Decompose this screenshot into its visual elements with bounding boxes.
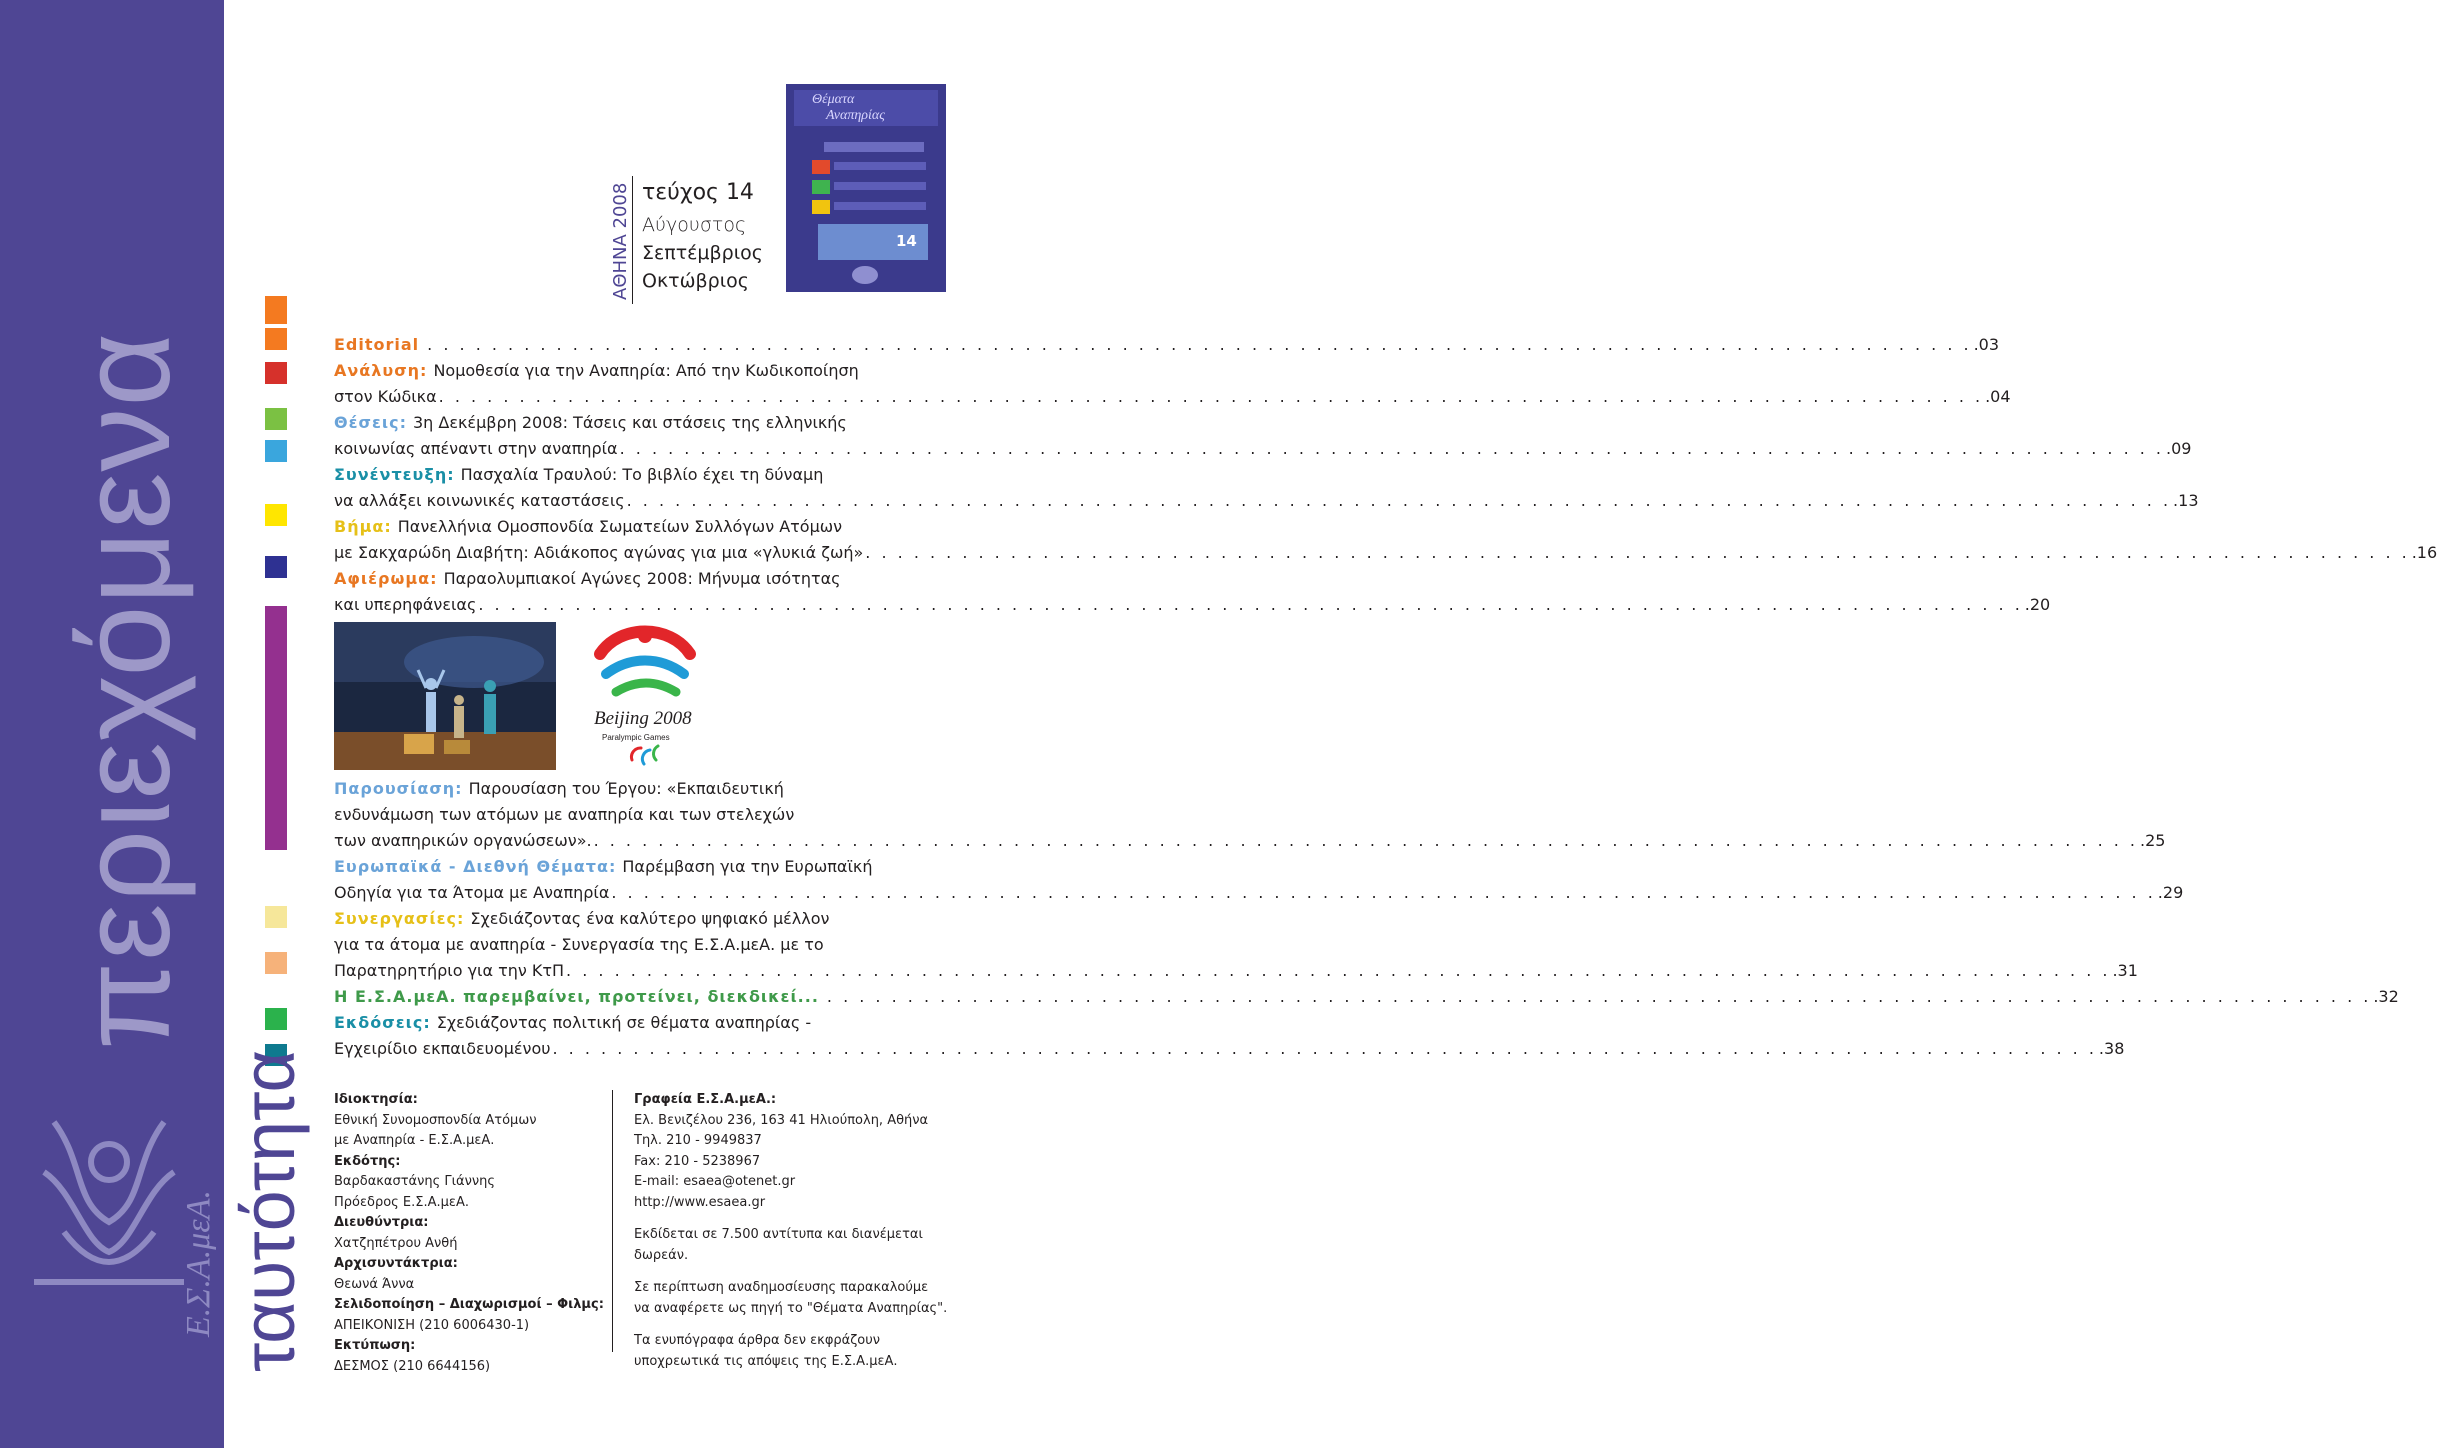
toc-row-presentation-3[interactable]: [334, 828, 2166, 854]
toc-page: .03: [1973, 335, 2000, 354]
toc-row-step-cont[interactable]: [334, 540, 2437, 566]
circulation-text: Εκδίδεται σε 7.500 αντίτυπα και διανέμεται: [634, 1227, 923, 1242]
toc-row-positions[interactable]: [334, 410, 946, 436]
esaea-seal-logo: [14, 1102, 217, 1402]
toc-square-green: [265, 408, 287, 430]
toc-text: Παρέμβαση για την Ευρωπαϊκή: [622, 857, 873, 876]
toc-row-coop[interactable]: [334, 906, 946, 932]
toc-square-green2: [265, 1008, 287, 1030]
toc-page: .16: [2411, 543, 2437, 562]
toc-keyword: Συνέντευξη:: [334, 465, 455, 484]
toc-keyword: Θέσεις:: [334, 413, 407, 432]
republication-text-2: να αναφέρετε ως πηγή το "Θέματα Αναπηρίας".: [634, 1300, 948, 1316]
toc-keyword: Εκδόσεις:: [334, 1013, 431, 1032]
office-phone: Τηλ. 210 - 9949837: [634, 1133, 762, 1148]
toc-text: Παρουσίαση του Έργου: «Εκπαιδευτική: [468, 779, 784, 798]
identity-label: Διευθύντρια:: [334, 1215, 429, 1230]
identity-value: Πρόεδρος Ε.Σ.Α.μεΑ.: [334, 1194, 469, 1210]
toc-square-cream: [265, 906, 287, 928]
office-email[interactable]: E-mail: esaea@otenet.gr: [634, 1174, 796, 1189]
toc-text: 3η Δεκέμβρη 2008: Τάσεις και στάσεις της ελληνικής: [413, 413, 847, 432]
toc-square-yellow: [265, 504, 287, 526]
toc-text: να αλλάξει κοινωνικές καταστάσεις: [334, 491, 625, 510]
toc-page: .09: [2166, 439, 2192, 458]
cover-title-1: Θέματα: [812, 92, 855, 107]
identity-value: Βαρδακαστάνης Γιάννης: [334, 1174, 495, 1189]
month-3: Οκτώβριος: [642, 270, 749, 292]
toc-page: .13: [2173, 491, 2199, 510]
toc-text: Σχεδιάζοντας ένα καλύτερο ψηφιακό μέλλον: [470, 909, 830, 928]
toc-row-presentation-2[interactable]: [334, 802, 946, 828]
republication-text: Σε περίπτωση αναδημοσίευσης παρακαλούμε: [634, 1280, 929, 1295]
office-website[interactable]: http://www.esaea.gr: [634, 1194, 766, 1210]
toc-bottom: [334, 776, 2399, 1062]
toc-row-coop-2[interactable]: [334, 932, 946, 958]
toc-keyword: Η Ε.Σ.Α.μεΑ. παρεμβαίνει, προτείνει, διεκδικεί...: [334, 987, 819, 1006]
header-divider: [632, 176, 633, 304]
identity-label: Σελιδοποίηση – Διαχωρισμοί – Φιλμς:: [334, 1297, 604, 1312]
toc-page: .38: [2098, 1039, 2125, 1058]
toc-text: Σχεδιάζοντας πολιτική σε θέματα αναπηρίας -: [436, 1013, 812, 1032]
cover-thumbnail: [786, 84, 946, 292]
identity-value: Χατζηπέτρου Ανθή: [334, 1235, 458, 1251]
toc-page: .29: [2157, 883, 2184, 902]
toc-row-publications-2[interactable]: [334, 1036, 2125, 1062]
toc-row-step[interactable]: [334, 514, 946, 540]
toc-keyword: Αφιέρωμα:: [334, 569, 438, 588]
toc-row-positions-cont[interactable]: [334, 436, 2192, 462]
toc-row-interview-cont[interactable]: [334, 488, 2199, 514]
circulation-text-2: δωρεάν.: [634, 1247, 689, 1263]
toc-text: Εγχειρίδιο εκπαιδευομένου: [334, 1039, 551, 1058]
contents-title: περιεχόμενα: [54, 331, 197, 1050]
toc-square-red: [265, 362, 287, 384]
issue-year-vertical: ΑΘΗΝΑ 2008: [610, 182, 631, 300]
toc-keyword: Ανάλυση:: [334, 361, 428, 380]
identity-value: Θεωνά Άννα: [334, 1276, 415, 1292]
disclaimer-text: Τα ενυπόγραφα άρθρα δεν εκφράζουν: [634, 1333, 881, 1348]
toc-keyword: Βήμα:: [334, 517, 392, 536]
identity-value: ΑΠΕΙΚΟΝΙΣΗ (210 6006430-1): [334, 1317, 530, 1333]
stripe-orange: [265, 296, 287, 324]
toc-top: [334, 332, 2437, 618]
toc-row-tribute[interactable]: [334, 566, 946, 592]
identity-label: Αρχισυντάκτρια:: [334, 1256, 458, 1271]
toc-row-analysis-cont[interactable]: [334, 384, 2011, 410]
identity-divider: [612, 1090, 613, 1352]
toc-square-blue: [265, 440, 287, 462]
identity-title: ταυτότητα: [227, 1049, 310, 1372]
toc-text: κοινωνίας απέναντι στην αναπηρία: [334, 439, 618, 458]
toc-row-presentation[interactable]: [334, 776, 946, 802]
toc-text: Πασχαλία Τραυλού: Το βιβλίο έχει τη δύναμη: [460, 465, 824, 484]
podium-photo: [334, 622, 556, 770]
toc-text: με Σακχαρώδη Διαβήτη: Αδιάκοπος αγώνας για μια «γλυκιά ζωή»: [334, 543, 864, 562]
toc-page: .20: [2024, 595, 2051, 614]
identity-label: Εκδότης:: [334, 1153, 401, 1169]
cover-issue-number: 14: [896, 232, 917, 250]
toc-row-coop-3[interactable]: [334, 958, 2138, 984]
identity-value: με Αναπηρία - Ε.Σ.Α.μεΑ.: [334, 1133, 495, 1148]
toc-text: για τα άτομα με αναπηρία - Συνεργασία της Ε.Σ.Α.μεΑ. με το: [334, 935, 824, 954]
toc-page: .04: [1985, 387, 2011, 406]
toc-row-editorial[interactable]: [334, 332, 2000, 358]
identity-label: Ιδιοκτησία:: [334, 1092, 418, 1107]
cover-title-2: Αναπηρίας: [826, 108, 885, 123]
office-fax: Fax: 210 - 5238967: [634, 1153, 761, 1169]
identity-value: ΔΕΣΜΟΣ (210 6644156): [334, 1358, 491, 1374]
toc-row-eu-2[interactable]: [334, 880, 2184, 906]
toc-keyword: Editorial: [334, 335, 420, 354]
toc-text: Παρατηρητήριο για την ΚτΠ: [334, 961, 565, 980]
identity-left-column: [334, 1090, 604, 1377]
logo-text: Beijing 2008: [594, 708, 692, 729]
toc-keyword: Ευρωπαϊκά - Διεθνή Θέματα:: [334, 857, 617, 876]
toc-text: Νομοθεσία για την Αναπηρία: Από την Κωδικοποίηση: [433, 361, 859, 380]
toc-text: στον Κώδικα: [334, 387, 437, 406]
toc-text: ενδυνάμωση των ατόμων με αναπηρία και των στελεχών: [334, 805, 795, 824]
toc-page: .31: [2112, 961, 2138, 980]
svg-text:Ε.Σ.Α.μεΑ.: Ε.Σ.Α.μεΑ.: [180, 1190, 217, 1337]
identity-right-column: [634, 1090, 954, 1372]
toc-row-publications[interactable]: [334, 1010, 946, 1036]
toc-page: .32: [2373, 987, 2399, 1006]
issue-number: τεύχος 14: [642, 180, 754, 205]
toc-text: των αναπηρικών οργανώσεων».: [334, 831, 592, 850]
toc-keyword: Παρουσίαση:: [334, 779, 463, 798]
toc-text: και υπερηφάνειας: [334, 595, 477, 614]
disclaimer-text-2: υποχρεωτικά τις απόψεις της Ε.Σ.Α.μεΑ.: [634, 1353, 898, 1369]
office-label: Γραφεία Ε.Σ.Α.μεΑ.:: [634, 1092, 777, 1107]
toc-square-peach: [265, 952, 287, 974]
month-2: Σεπτέμβριος: [642, 242, 763, 264]
toc-row-eu[interactable]: [334, 854, 946, 880]
beijing-2008-paralympic-logo: [580, 614, 710, 770]
toc-page: .25: [2140, 831, 2166, 850]
identity-label: Εκτύπωση:: [334, 1338, 416, 1353]
identity-value: Εθνική Συνομοσπονδία Ατόμων: [334, 1112, 537, 1128]
toc-text: Παραολυμπιακοί Αγώνες 2008: Μήνυμα ισότητας: [443, 569, 841, 588]
toc-text: Πανελλήνια Ομοσπονδία Σωματείων Συλλόγων Ατόμων: [397, 517, 843, 536]
toc-keyword: Συνεργασίες:: [334, 909, 465, 928]
toc-row-interview[interactable]: [334, 462, 946, 488]
toc-text: Οδηγία για τα Άτομα με Αναπηρία: [334, 883, 610, 902]
stripe-purple: [265, 606, 287, 850]
toc-row-analysis[interactable]: [334, 358, 946, 384]
toc-square-navy: [265, 556, 287, 578]
office-address: Ελ. Βενιζέλου 236, 163 41 Ηλιούπολη, Αθήνα: [634, 1112, 929, 1128]
logo-subtext: Paralympic Games: [602, 733, 670, 742]
toc-square-orange: [265, 328, 287, 350]
month-1: Αύγουστος: [642, 214, 747, 236]
toc-row-esaea[interactable]: [334, 984, 2399, 1010]
